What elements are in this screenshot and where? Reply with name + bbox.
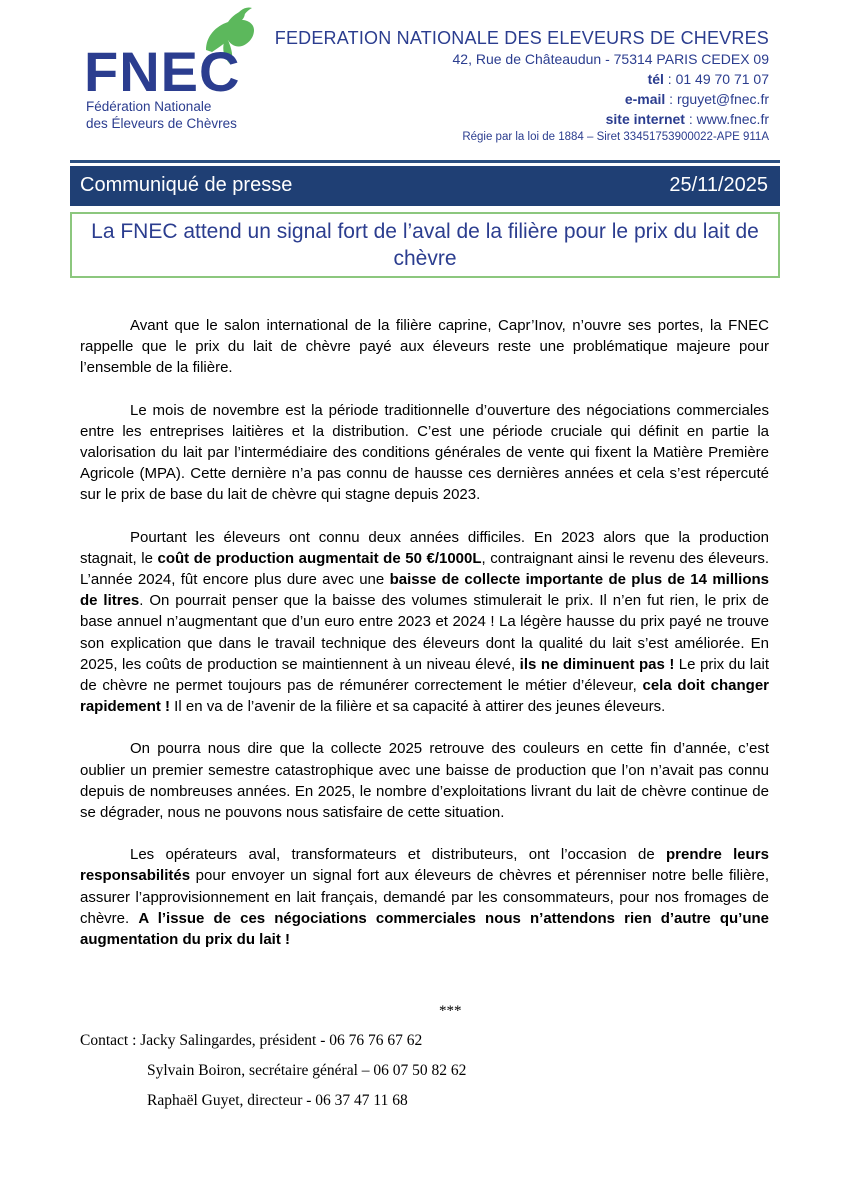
text-run: Pourtant les éleveurs ont connu deux années difficiles. En 2023 alors que la production stagnait, le	[80, 528, 769, 567]
text-run: Le prix du lait de chèvre ne permet toujours pas de rémunérer correctement le métier d’éleveur,	[80, 655, 769, 695]
bold-text: cela doit changer rapidement !	[80, 677, 769, 716]
text-run: Les opérateurs aval, transformateurs et distributeurs, ont l’occasion de	[130, 846, 666, 864]
bold-text: ils ne diminuent pas !	[519, 655, 675, 673]
bold-text: prendre leurs responsabilités	[80, 846, 769, 885]
logo-acronym: FNEC	[84, 40, 241, 103]
email-label: e-mail	[624, 91, 666, 107]
headline: La FNEC attend un signal fort de l’aval de la filière pour le prix du lait de chèvre	[91, 220, 759, 270]
text-run: On pourra nous dire que la collecte 2025 retrouve des couleurs en cette fin d’année, c’est oublier un premier semestre catastrophique avec une baisse de production que l’on n’avait pas connu depuis de nombreuses années. En 2025, le nombre d’exploitations livrant du lait de chèvre continue de se dégrader, nous ne pouvons nous satisfaire de cette situation.	[80, 740, 769, 822]
website-label: site internet	[605, 111, 685, 127]
press-release-banner	[70, 160, 780, 209]
contact-line-1: Contact : Jacky Salingardes, président - 06 76 76 67 62	[80, 1032, 423, 1049]
organisation-email	[275, 89, 769, 109]
logo-line-1: Fédération Nationale	[86, 99, 212, 114]
paragraph-1	[80, 315, 769, 379]
text-run: Le mois de novembre est la période traditionnelle d’ouverture des négociations commerciales entre les entreprises laitières et la distribution. C’est une période cruciale qui définit en partie la valorisation du lait par l’intermédiaire des conditions générales de vente qui fixent la Matière Première Agricole (MPA). Cette dernière n’a pas connu de hausse ces dernières années et cela s’est répercuté sur le prix de base du lait de chèvre qui stagne depuis 2023.	[80, 401, 769, 504]
banner-date: 25/11/2025	[669, 174, 768, 196]
text-run: Il en va de l’avenir de la filière et sa capacité à attirer des jeunes éleveurs.	[170, 698, 666, 716]
bold-text: A l’issue de ces négociations commerciales nous n’attendons rien d’autre qu’une augmentation du prix du lait !	[80, 909, 770, 949]
organisation-phone	[275, 69, 769, 89]
paragraph-5	[80, 844, 769, 950]
contact-line-3: Raphaël Guyet, directeur - 06 37 47 11 68	[147, 1092, 408, 1109]
paragraph-3	[80, 527, 769, 718]
email-value[interactable]: : rguyet@fnec.fr	[665, 91, 769, 107]
bold-text: coût de production augmentait de 50 €/1000L	[157, 549, 482, 567]
bold-text: baisse de collecte importante de plus de 14 millions de litres	[80, 571, 769, 610]
organisation-address: 42, Rue de Châteaudun - 75314 PARIS CEDEX 09	[452, 51, 769, 67]
fnec-logo	[78, 6, 258, 136]
text-run: Avant que le salon international de la filière caprine, Capr’Inov, n’ouvre ses portes, la FNEC rappelle que le prix du lait de chèvre payé aux éleveurs reste une problématique majeure pour l’ensemble de la filière.	[80, 317, 769, 377]
text-run: , contraignant ainsi le revenu des éleveurs. L’année 2024, fût encore plus dure avec une	[80, 549, 770, 589]
text-run: . On pourrait penser que la baisse des volumes stimulerait le prix. Il n’en fut rien, le prix de base annuel n’augmentant que d’un euro entre 2023 et 2024 ! La légère hausse du prix payé ne trouve son explication que dans le travail technique des éleveurs dont la qualité du lait s’est améliorée. En 2025, les coûts de production se maintiennent à un niveau élevé,	[80, 592, 770, 673]
letterhead	[0, 0, 849, 150]
separator: ***	[439, 1003, 462, 1019]
organisation-registration: Régie par la loi de 1884 – Siret 33451753900022-APE 911A	[462, 131, 769, 143]
contact-block	[80, 1030, 466, 1120]
paragraph-2	[80, 400, 769, 506]
press-release-body	[80, 315, 769, 971]
organisation-info	[275, 28, 769, 143]
website-value[interactable]: : www.fnec.fr	[684, 111, 769, 127]
paragraph-4	[80, 738, 769, 823]
phone-value: : 01 49 70 71 07	[663, 71, 769, 87]
banner-title: Communiqué de presse	[80, 174, 293, 196]
organisation-name: FEDERATION NATIONALE DES ELEVEURS DE CHEVRES	[274, 28, 769, 48]
phone-label: tél	[647, 71, 664, 87]
logo-line-2: des Éleveurs de Chèvres	[86, 116, 237, 131]
organisation-website	[275, 109, 769, 129]
headline-box	[70, 212, 780, 278]
text-run: pour envoyer un signal fort aux éleveurs de chèvres et pérenniser notre belle filière, assurer l’approvisionnement en lait français, demandé par les consommateurs, pour nos fromages de chèvre.	[80, 867, 769, 927]
contact-line-2: Sylvain Boiron, secrétaire général – 06 07 50 82 62	[147, 1062, 467, 1079]
